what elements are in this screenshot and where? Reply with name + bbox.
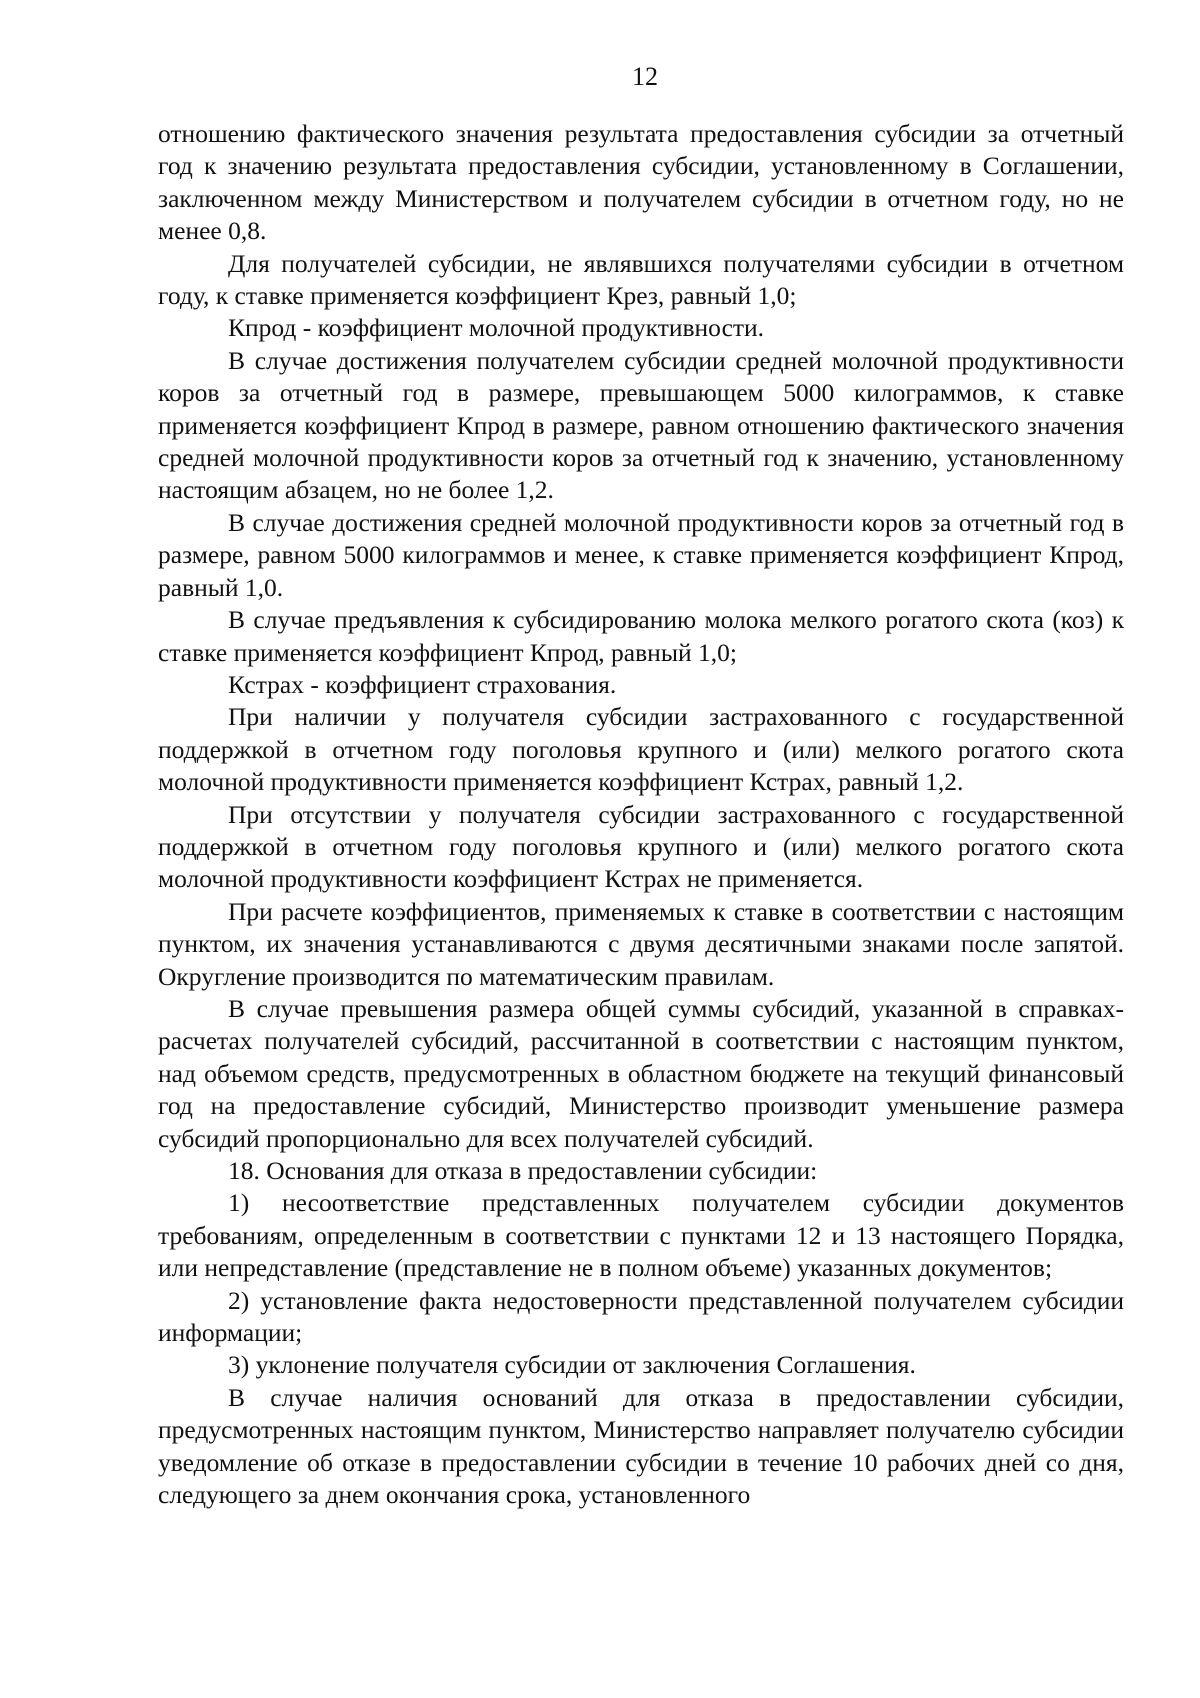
section-heading: 18. Основания для отказа в предоставлении субсидии: xyxy=(228,1156,818,1185)
paragraph: В случае достижения получателем субсидии средней молочной продуктивности коров за отчетный год в размере, превышающем 5000 килограммов, к ставке применяется коэффициент Кпрод в размере, равном отношению фактического значения средней молочной продуктивности коров за отчетный год к значению, установленному настоящим абзацем, но не более 1,2. xyxy=(158,345,1124,505)
document-body xyxy=(158,118,1124,1511)
paragraph: В случае достижения средней молочной продуктивности коров за отчетный год в размере, равном 5000 килограммов и менее, к ставке применяется коэффициент Кпрод, равный 1,0. xyxy=(158,507,1124,602)
list-item: 2) установление факта недостоверности представленной получателем субсидии информации; xyxy=(158,1285,1124,1348)
paragraph: В случае наличия оснований для отказа в предоставлении субсидии, предусмотренных настоящим пунктом, Министерство направляет получателю субсидии уведомление об отказе в предоставлении субсидии в течение 10 рабочих дней со дня, следующего за днем окончания срока, установленного xyxy=(158,1382,1124,1510)
paragraph: В случае превышения размера общей суммы субсидий, указанной в справках-расчетах получателей субсидий, рассчитанной в соответствии с настоящим пунктом, над объемом средств, предусмотренных в областном бюджете на текущий финансовый год на предоставление субсидий, Министерство производит уменьшение размера субсидий пропорционально для всех получателей субсидий. xyxy=(158,993,1124,1153)
paragraph: Кпрод - коэффициент молочной продуктивности. xyxy=(228,313,765,343)
paragraph: При наличии у получателя субсидии застрахованного с государственной поддержкой в отчетном году поголовья крупного и (или) мелкого рогатого скота молочной продуктивности применяется коэффициент Кстрах, равный 1,2. xyxy=(158,702,1124,797)
paragraph: При расчете коэффициентов, применяемых к ставке в соответствии с настоящим пунктом, их значения устанавливаются с двумя десятичными знаками после запятой. Округление производится по математическим правилам. xyxy=(158,896,1124,991)
paragraph: При отсутствии у получателя субсидии застрахованного с государственной поддержкой в отчетном году поголовья крупного и (или) мелкого рогатого скота молочной продуктивности коэффициент Кстрах не применяется. xyxy=(158,799,1124,894)
paragraph-continuation: отношению фактического значения результата предоставления субсидии за отчетный год к значению результата предоставления субсидии, установленному в Соглашении, заключенном между Министерством и получателем субсидии в отчетном году, но не менее 0,8. xyxy=(158,119,1124,246)
paragraph: Для получателей субсидии, не являвшихся получателями субсидии в отчетном году, к ставке применяется коэффициент Крез, равный 1,0; xyxy=(158,248,1124,311)
paragraph: Кстрах - коэффициент страхования. xyxy=(228,669,617,699)
list-item: 3) уклонение получателя субсидии от заключения Соглашения. xyxy=(228,1350,916,1380)
page-number: 12 xyxy=(632,62,658,91)
paragraph: В случае предъявления к субсидированию молока мелкого рогатого скота (коз) к ставке применяется коэффициент Кпрод, равный 1,0; xyxy=(158,605,1124,667)
list-item: 1) несоответствие представленных получателем субсидии документов требованиям, определенным в соответствии с пунктами 12 и 13 настоящего Порядка, или непредставление (представление не в полном объеме) указанных документов; xyxy=(158,1188,1124,1283)
